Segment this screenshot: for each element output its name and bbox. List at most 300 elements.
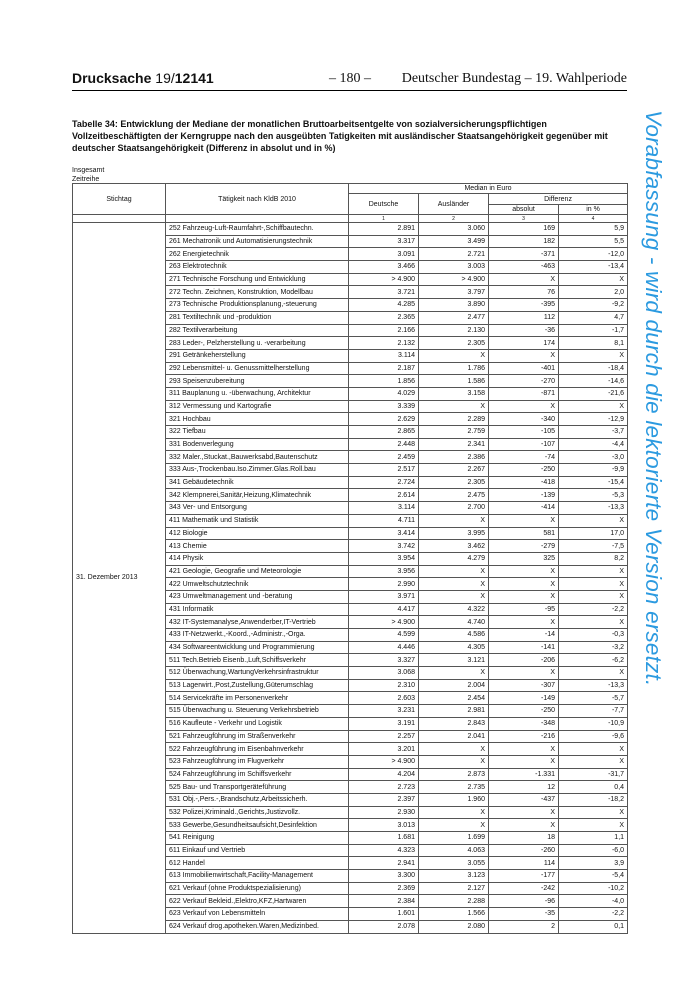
cell-deutsche: 2.629 bbox=[349, 413, 419, 426]
header-stichtag: Stichtag bbox=[73, 184, 166, 215]
cell-diff-absolut: X bbox=[489, 565, 559, 578]
cell-auslaender: 3.499 bbox=[419, 235, 489, 248]
cell-deutsche: 2.930 bbox=[349, 806, 419, 819]
cell-diff-absolut: X bbox=[489, 667, 559, 680]
cell-auslaender: 3.055 bbox=[419, 857, 489, 870]
cell-taetigkeit: 612 Handel bbox=[166, 857, 349, 870]
cell-diff-absolut: -260 bbox=[489, 844, 559, 857]
cell-auslaender: 2.305 bbox=[419, 476, 489, 489]
cell-deutsche: 4.446 bbox=[349, 641, 419, 654]
cell-taetigkeit: 531 Obj.-,Pers.-,Brandschutz,Arbeitssicherh. bbox=[166, 793, 349, 806]
cell-diff-prozent: X bbox=[559, 400, 628, 413]
cell-diff-absolut: -141 bbox=[489, 641, 559, 654]
cell-taetigkeit: 433 IT-Netzwerkt.,-Koord.,-Administr.,-Orga. bbox=[166, 629, 349, 642]
page-number: – 180 – bbox=[329, 71, 371, 86]
column-number: 4 bbox=[559, 215, 628, 223]
cell-deutsche: 2.865 bbox=[349, 426, 419, 439]
cell-diff-absolut: -437 bbox=[489, 793, 559, 806]
cell-deutsche: 2.166 bbox=[349, 324, 419, 337]
cell-deutsche: 2.187 bbox=[349, 362, 419, 375]
cell-diff-prozent: X bbox=[559, 349, 628, 362]
cell-deutsche: 2.310 bbox=[349, 679, 419, 692]
cell-taetigkeit: 522 Fahrzeugführung im Eisenbahnverkehr bbox=[166, 743, 349, 756]
cell-auslaender: X bbox=[419, 400, 489, 413]
cell-taetigkeit: 431 Informatik bbox=[166, 603, 349, 616]
cell-taetigkeit: 541 Reinigung bbox=[166, 832, 349, 845]
cell-diff-prozent: -5,4 bbox=[559, 870, 628, 883]
cell-taetigkeit: 333 Aus-,Trockenbau.Iso.Zimmer.Glas.Roll.bau bbox=[166, 464, 349, 477]
cell-diff-absolut: 169 bbox=[489, 223, 559, 236]
cell-diff-absolut: -371 bbox=[489, 248, 559, 261]
table-meta bbox=[72, 166, 104, 184]
cell-auslaender: 3.797 bbox=[419, 286, 489, 299]
cell-taetigkeit: 282 Textilverarbeitung bbox=[166, 324, 349, 337]
cell-auslaender: X bbox=[419, 819, 489, 832]
cell-diff-prozent: -6,0 bbox=[559, 844, 628, 857]
cell-taetigkeit: 624 Verkauf drog.apotheken.Waren,Medizinbed. bbox=[166, 920, 349, 933]
cell-taetigkeit: 523 Fahrzeugführung im Flugverkehr bbox=[166, 755, 349, 768]
cell-auslaender: X bbox=[419, 743, 489, 756]
cell-diff-prozent: 0,1 bbox=[559, 920, 628, 933]
cell-diff-absolut: X bbox=[489, 400, 559, 413]
wage-table bbox=[72, 183, 628, 934]
cell-auslaender: 3.890 bbox=[419, 299, 489, 312]
cell-taetigkeit: 516 Kaufleute - Verkehr und Logistik bbox=[166, 717, 349, 730]
cell-deutsche: 2.990 bbox=[349, 578, 419, 591]
cell-auslaender: X bbox=[419, 667, 489, 680]
cell-taetigkeit: 623 Verkauf von Lebensmitteln bbox=[166, 908, 349, 921]
cell-diff-prozent: -12,9 bbox=[559, 413, 628, 426]
cell-deutsche: 4.204 bbox=[349, 768, 419, 781]
cell-deutsche: > 4.900 bbox=[349, 273, 419, 286]
cell-diff-prozent: X bbox=[559, 819, 628, 832]
cell-diff-absolut: 325 bbox=[489, 552, 559, 565]
header-prozent: in % bbox=[559, 205, 628, 215]
cell-auslaender: 2.288 bbox=[419, 895, 489, 908]
cell-diff-absolut: -242 bbox=[489, 882, 559, 895]
cell-stichtag: 31. Dezember 2013 bbox=[73, 223, 166, 934]
cell-taetigkeit: 421 Geologie, Geografie und Meteorologie bbox=[166, 565, 349, 578]
cell-diff-absolut: -348 bbox=[489, 717, 559, 730]
cell-deutsche: 2.448 bbox=[349, 438, 419, 451]
cell-auslaender: 2.475 bbox=[419, 489, 489, 502]
cell-taetigkeit: 283 Leder-, Pelzherstellung u. -verarbeitung bbox=[166, 337, 349, 350]
cell-diff-absolut: -395 bbox=[489, 299, 559, 312]
cell-deutsche: 3.721 bbox=[349, 286, 419, 299]
cell-taetigkeit: 271 Technische Forschung und Entwicklung bbox=[166, 273, 349, 286]
cell-diff-absolut: X bbox=[489, 743, 559, 756]
cell-taetigkeit: 412 Biologie bbox=[166, 527, 349, 540]
cell-diff-prozent: -2,2 bbox=[559, 908, 628, 921]
cell-taetigkeit: 341 Gebäudetechnik bbox=[166, 476, 349, 489]
cell-taetigkeit: 322 Tiefbau bbox=[166, 426, 349, 439]
cell-diff-prozent: -7,5 bbox=[559, 540, 628, 553]
cell-auslaender: 3.995 bbox=[419, 527, 489, 540]
cell-diff-prozent: X bbox=[559, 578, 628, 591]
header-blank bbox=[73, 215, 166, 223]
cell-deutsche: 2.724 bbox=[349, 476, 419, 489]
cell-diff-absolut: X bbox=[489, 616, 559, 629]
cell-taetigkeit: 515 Überwachung u. Steuerung Verkehrsbetrieb bbox=[166, 705, 349, 718]
cell-diff-absolut: X bbox=[489, 578, 559, 591]
cell-diff-prozent: X bbox=[559, 667, 628, 680]
cell-auslaender: 2.454 bbox=[419, 692, 489, 705]
cell-diff-prozent: -5,7 bbox=[559, 692, 628, 705]
cell-taetigkeit: 525 Bau- und Transportgeräteführung bbox=[166, 781, 349, 794]
cell-diff-absolut: X bbox=[489, 806, 559, 819]
cell-diff-prozent: -12,0 bbox=[559, 248, 628, 261]
header-deutsche: Deutsche bbox=[349, 194, 419, 215]
cell-deutsche: 2.397 bbox=[349, 793, 419, 806]
cell-diff-absolut: 112 bbox=[489, 311, 559, 324]
cell-diff-prozent: 17,0 bbox=[559, 527, 628, 540]
cell-deutsche: 3.068 bbox=[349, 667, 419, 680]
cell-diff-prozent: -7,7 bbox=[559, 705, 628, 718]
cell-diff-prozent: -3,7 bbox=[559, 426, 628, 439]
cell-taetigkeit: 262 Energietechnik bbox=[166, 248, 349, 261]
cell-deutsche: 2.614 bbox=[349, 489, 419, 502]
cell-auslaender: 4.063 bbox=[419, 844, 489, 857]
cell-deutsche: 3.013 bbox=[349, 819, 419, 832]
cell-taetigkeit: 611 Einkauf und Vertrieb bbox=[166, 844, 349, 857]
cell-auslaender: X bbox=[419, 349, 489, 362]
cell-taetigkeit: 321 Hochbau bbox=[166, 413, 349, 426]
cell-diff-absolut: -149 bbox=[489, 692, 559, 705]
cell-auslaender: 4.322 bbox=[419, 603, 489, 616]
cell-diff-absolut: -871 bbox=[489, 387, 559, 400]
cell-deutsche: 2.078 bbox=[349, 920, 419, 933]
cell-auslaender: 2.004 bbox=[419, 679, 489, 692]
cell-diff-absolut: -36 bbox=[489, 324, 559, 337]
cell-diff-prozent: -1,7 bbox=[559, 324, 628, 337]
cell-diff-absolut: -401 bbox=[489, 362, 559, 375]
cell-auslaender: 1.586 bbox=[419, 375, 489, 388]
cell-diff-absolut: -279 bbox=[489, 540, 559, 553]
cell-diff-absolut: 174 bbox=[489, 337, 559, 350]
cell-auslaender: 4.279 bbox=[419, 552, 489, 565]
cell-auslaender: 3.123 bbox=[419, 870, 489, 883]
cell-deutsche: 2.365 bbox=[349, 311, 419, 324]
document-number: Drucksache 19/12141 bbox=[72, 70, 214, 86]
cell-diff-prozent: -13,3 bbox=[559, 679, 628, 692]
cell-deutsche: 2.517 bbox=[349, 464, 419, 477]
cell-deutsche: 2.891 bbox=[349, 223, 419, 236]
cell-diff-prozent: 1,1 bbox=[559, 832, 628, 845]
cell-deutsche: 1.856 bbox=[349, 375, 419, 388]
cell-deutsche: 1.601 bbox=[349, 908, 419, 921]
header-blank bbox=[166, 215, 349, 223]
cell-auslaender: 2.267 bbox=[419, 464, 489, 477]
cell-auslaender: 3.060 bbox=[419, 223, 489, 236]
cell-taetigkeit: 252 Fahrzeug-Luft-Raumfahrt-,Schiffbautechn. bbox=[166, 223, 349, 236]
table-body bbox=[73, 223, 628, 934]
cell-taetigkeit: 423 Umweltmanagement und -beratung bbox=[166, 590, 349, 603]
meta-zeitreihe: Zeitreihe bbox=[72, 176, 100, 183]
page-header bbox=[72, 70, 627, 91]
cell-auslaender: X bbox=[419, 578, 489, 591]
header-absolut: absolut bbox=[489, 205, 559, 215]
cell-diff-absolut: 182 bbox=[489, 235, 559, 248]
cell-diff-prozent: -5,3 bbox=[559, 489, 628, 502]
cell-diff-absolut: 581 bbox=[489, 527, 559, 540]
cell-diff-absolut: -250 bbox=[489, 705, 559, 718]
cell-diff-absolut: X bbox=[489, 755, 559, 768]
cell-diff-prozent: -4,0 bbox=[559, 895, 628, 908]
cell-deutsche: > 4.900 bbox=[349, 616, 419, 629]
cell-diff-absolut: -414 bbox=[489, 502, 559, 515]
cell-diff-prozent: X bbox=[559, 590, 628, 603]
cell-diff-prozent: X bbox=[559, 743, 628, 756]
column-number: 1 bbox=[349, 215, 419, 223]
cell-diff-absolut: -206 bbox=[489, 654, 559, 667]
cell-deutsche: 4.285 bbox=[349, 299, 419, 312]
cell-auslaender: 2.289 bbox=[419, 413, 489, 426]
cell-diff-prozent: 8,1 bbox=[559, 337, 628, 350]
cell-diff-prozent: 3,9 bbox=[559, 857, 628, 870]
cell-taetigkeit: 532 Polizei,Kriminald.,Gerichts,Justizvollz. bbox=[166, 806, 349, 819]
cell-taetigkeit: 512 Überwachung,WartungVerkehrsinfrastruktur bbox=[166, 667, 349, 680]
cell-deutsche: 2.603 bbox=[349, 692, 419, 705]
cell-taetigkeit: 342 Klempnerei,Sanitär,Heizung,Klimatechnik bbox=[166, 489, 349, 502]
cell-diff-absolut: -177 bbox=[489, 870, 559, 883]
cell-diff-prozent: 2,0 bbox=[559, 286, 628, 299]
cell-auslaender: 2.477 bbox=[419, 311, 489, 324]
cell-auslaender: 2.127 bbox=[419, 882, 489, 895]
cell-auslaender: 1.786 bbox=[419, 362, 489, 375]
cell-deutsche: 3.327 bbox=[349, 654, 419, 667]
cell-diff-absolut: -418 bbox=[489, 476, 559, 489]
cell-auslaender: 3.121 bbox=[419, 654, 489, 667]
header-median: Median in Euro bbox=[349, 184, 628, 194]
cell-auslaender: 4.305 bbox=[419, 641, 489, 654]
cell-taetigkeit: 521 Fahrzeugführung im Straßenverkehr bbox=[166, 730, 349, 743]
cell-deutsche: 1.681 bbox=[349, 832, 419, 845]
cell-diff-prozent: -15,4 bbox=[559, 476, 628, 489]
cell-diff-absolut: X bbox=[489, 590, 559, 603]
cell-diff-absolut: -107 bbox=[489, 438, 559, 451]
cell-diff-prozent: 8,2 bbox=[559, 552, 628, 565]
cell-auslaender: > 4.900 bbox=[419, 273, 489, 286]
cell-diff-prozent: X bbox=[559, 565, 628, 578]
cell-deutsche: 2.369 bbox=[349, 882, 419, 895]
cell-deutsche: 3.971 bbox=[349, 590, 419, 603]
cell-taetigkeit: 533 Gewerbe,Gesundheitsaufsicht,Desinfektion bbox=[166, 819, 349, 832]
cell-taetigkeit: 261 Mechatronik und Automatisierungstechnik bbox=[166, 235, 349, 248]
cell-diff-absolut: -96 bbox=[489, 895, 559, 908]
cell-deutsche: 3.114 bbox=[349, 502, 419, 515]
cell-auslaender: 2.721 bbox=[419, 248, 489, 261]
cell-deutsche: 4.417 bbox=[349, 603, 419, 616]
header-taetigkeit: Tätigkeit nach KldB 2010 bbox=[166, 184, 349, 215]
cell-diff-absolut: -307 bbox=[489, 679, 559, 692]
cell-auslaender: 2.386 bbox=[419, 451, 489, 464]
cell-diff-absolut: -340 bbox=[489, 413, 559, 426]
cell-auslaender: X bbox=[419, 806, 489, 819]
cell-deutsche: 4.711 bbox=[349, 514, 419, 527]
cell-diff-absolut: X bbox=[489, 349, 559, 362]
cell-auslaender: X bbox=[419, 514, 489, 527]
cell-auslaender: 2.700 bbox=[419, 502, 489, 515]
cell-deutsche: 2.384 bbox=[349, 895, 419, 908]
cell-taetigkeit: 312 Vermessung und Kartografie bbox=[166, 400, 349, 413]
cell-diff-prozent: X bbox=[559, 273, 628, 286]
cell-taetigkeit: 524 Fahrzeugführung im Schiffsverkehr bbox=[166, 768, 349, 781]
cell-taetigkeit: 432 IT-Systemanalyse,Anwenderber,IT-Vertrieb bbox=[166, 616, 349, 629]
cell-diff-prozent: -13,3 bbox=[559, 502, 628, 515]
cell-diff-prozent: -9,6 bbox=[559, 730, 628, 743]
header-differenz: Differenz bbox=[489, 194, 628, 205]
cell-taetigkeit: 331 Bodenverlegung bbox=[166, 438, 349, 451]
cell-diff-prozent: -10,2 bbox=[559, 882, 628, 895]
column-number: 2 bbox=[419, 215, 489, 223]
cell-taetigkeit: 621 Verkauf (ohne Produktspezialisierung) bbox=[166, 882, 349, 895]
cell-diff-prozent: -10,9 bbox=[559, 717, 628, 730]
cell-taetigkeit: 413 Chemie bbox=[166, 540, 349, 553]
cell-diff-prozent: X bbox=[559, 806, 628, 819]
cell-taetigkeit: 622 Verkauf Bekleid.,Elektro,KFZ,Hartwaren bbox=[166, 895, 349, 908]
cell-deutsche: 2.723 bbox=[349, 781, 419, 794]
cell-taetigkeit: 272 Techn. Zeichnen, Konstruktion, Modellbau bbox=[166, 286, 349, 299]
draft-watermark: Vorabfassung - wird durch die lektorierte Version ersetzt. bbox=[641, 110, 666, 687]
cell-auslaender: 4.740 bbox=[419, 616, 489, 629]
cell-deutsche: 3.231 bbox=[349, 705, 419, 718]
cell-auslaender: 2.759 bbox=[419, 426, 489, 439]
cell-deutsche: 3.317 bbox=[349, 235, 419, 248]
cell-diff-absolut: 18 bbox=[489, 832, 559, 845]
cell-deutsche: 2.132 bbox=[349, 337, 419, 350]
cell-diff-absolut: -105 bbox=[489, 426, 559, 439]
cell-auslaender: 1.699 bbox=[419, 832, 489, 845]
cell-deutsche: 2.459 bbox=[349, 451, 419, 464]
cell-diff-absolut: -250 bbox=[489, 464, 559, 477]
cell-auslaender: X bbox=[419, 565, 489, 578]
cell-auslaender: 2.080 bbox=[419, 920, 489, 933]
cell-diff-absolut: -14 bbox=[489, 629, 559, 642]
cell-diff-prozent: -13,4 bbox=[559, 261, 628, 274]
parliament-label: Deutscher Bundestag – 19. Wahlperiode bbox=[401, 71, 627, 86]
cell-diff-absolut: X bbox=[489, 514, 559, 527]
cell-deutsche: 3.954 bbox=[349, 552, 419, 565]
cell-diff-prozent: X bbox=[559, 514, 628, 527]
cell-taetigkeit: 513 Lagerwirt.,Post,Zustellung,Güterumschlag bbox=[166, 679, 349, 692]
cell-diff-prozent: 5,5 bbox=[559, 235, 628, 248]
cell-deutsche: 3.339 bbox=[349, 400, 419, 413]
cell-deutsche: 2.257 bbox=[349, 730, 419, 743]
cell-diff-prozent: -3,2 bbox=[559, 641, 628, 654]
cell-diff-absolut: -95 bbox=[489, 603, 559, 616]
cell-diff-prozent: -6,2 bbox=[559, 654, 628, 667]
cell-taetigkeit: 511 Tech.Betrieb Eisenb.,Luft,Schiffsverkehr bbox=[166, 654, 349, 667]
cell-taetigkeit: 514 Servicekräfte im Personenverkehr bbox=[166, 692, 349, 705]
cell-taetigkeit: 293 Speisenzubereitung bbox=[166, 375, 349, 388]
cell-taetigkeit: 281 Textiltechnik und -produktion bbox=[166, 311, 349, 324]
cell-diff-prozent: -0,3 bbox=[559, 629, 628, 642]
cell-diff-absolut: 12 bbox=[489, 781, 559, 794]
cell-auslaender: 4.586 bbox=[419, 629, 489, 642]
cell-auslaender: 1.960 bbox=[419, 793, 489, 806]
cell-deutsche: 4.599 bbox=[349, 629, 419, 642]
cell-auslaender: 2.735 bbox=[419, 781, 489, 794]
cell-diff-prozent: -3,0 bbox=[559, 451, 628, 464]
cell-diff-absolut: -463 bbox=[489, 261, 559, 274]
cell-auslaender: 3.462 bbox=[419, 540, 489, 553]
cell-diff-absolut: -35 bbox=[489, 908, 559, 921]
cell-auslaender: 3.003 bbox=[419, 261, 489, 274]
header-auslaender: Ausländer bbox=[419, 194, 489, 215]
cell-taetigkeit: 332 Maler.,Stuckat.,Bauwerksabd,Bautenschutz bbox=[166, 451, 349, 464]
cell-taetigkeit: 292 Lebensmittel- u. Genussmittelherstellung bbox=[166, 362, 349, 375]
cell-diff-absolut: 114 bbox=[489, 857, 559, 870]
cell-deutsche: 3.091 bbox=[349, 248, 419, 261]
cell-taetigkeit: 434 Softwareentwicklung und Programmierung bbox=[166, 641, 349, 654]
cell-deutsche: 3.300 bbox=[349, 870, 419, 883]
table-row bbox=[73, 223, 628, 236]
cell-auslaender: 2.873 bbox=[419, 768, 489, 781]
cell-auslaender: 2.843 bbox=[419, 717, 489, 730]
cell-diff-prozent: -9,2 bbox=[559, 299, 628, 312]
cell-diff-prozent: -2,2 bbox=[559, 603, 628, 616]
cell-taetigkeit: 613 Immobilienwirtschaft,Facility-Management bbox=[166, 870, 349, 883]
cell-taetigkeit: 411 Mathematik und Statistik bbox=[166, 514, 349, 527]
cell-diff-prozent: X bbox=[559, 755, 628, 768]
cell-auslaender: X bbox=[419, 590, 489, 603]
cell-diff-absolut: 76 bbox=[489, 286, 559, 299]
cell-auslaender: 2.341 bbox=[419, 438, 489, 451]
cell-deutsche: > 4.900 bbox=[349, 755, 419, 768]
cell-diff-prozent: -18,2 bbox=[559, 793, 628, 806]
cell-diff-absolut: -74 bbox=[489, 451, 559, 464]
cell-diff-prozent: -14,6 bbox=[559, 375, 628, 388]
cell-taetigkeit: 311 Bauplanung u. -überwachung, Architektur bbox=[166, 387, 349, 400]
cell-auslaender: 2.130 bbox=[419, 324, 489, 337]
cell-auslaender: X bbox=[419, 755, 489, 768]
cell-diff-prozent: 0,4 bbox=[559, 781, 628, 794]
cell-diff-prozent: -18,4 bbox=[559, 362, 628, 375]
cell-diff-prozent: -31,7 bbox=[559, 768, 628, 781]
cell-taetigkeit: 263 Elektrotechnik bbox=[166, 261, 349, 274]
cell-auslaender: 2.041 bbox=[419, 730, 489, 743]
cell-diff-prozent: X bbox=[559, 616, 628, 629]
cell-taetigkeit: 343 Ver- und Entsorgung bbox=[166, 502, 349, 515]
column-number: 3 bbox=[489, 215, 559, 223]
table-title: Tabelle 34: Entwicklung der Mediane der monatlichen Bruttoarbeitsentgelte von sozialversicherungspflichtigen Vollzeitbeschäftigten der Kerngruppe nach den ausgeübten Tatigkeiten mit ausländischer Staatsangehörigkeit gegenüber mit deutscher Staatsangehörigkeit (Differenz in absolut und in %) bbox=[72, 119, 608, 153]
cell-auslaender: 1.566 bbox=[419, 908, 489, 921]
cell-diff-prozent: -21,6 bbox=[559, 387, 628, 400]
cell-deutsche: 3.742 bbox=[349, 540, 419, 553]
cell-deutsche: 3.466 bbox=[349, 261, 419, 274]
cell-diff-prozent: -4,4 bbox=[559, 438, 628, 451]
cell-diff-prozent: -9,9 bbox=[559, 464, 628, 477]
cell-auslaender: 2.305 bbox=[419, 337, 489, 350]
cell-taetigkeit: 414 Physik bbox=[166, 552, 349, 565]
cell-taetigkeit: 291 Getränkeherstellung bbox=[166, 349, 349, 362]
cell-diff-prozent: 5,9 bbox=[559, 223, 628, 236]
cell-deutsche: 3.414 bbox=[349, 527, 419, 540]
cell-deutsche: 3.201 bbox=[349, 743, 419, 756]
cell-deutsche: 2.941 bbox=[349, 857, 419, 870]
cell-deutsche: 3.191 bbox=[349, 717, 419, 730]
cell-taetigkeit: 422 Umweltschutztechnik bbox=[166, 578, 349, 591]
cell-taetigkeit: 273 Technische Produktionsplanung,-steuerung bbox=[166, 299, 349, 312]
cell-diff-absolut: X bbox=[489, 819, 559, 832]
cell-diff-absolut: -1.331 bbox=[489, 768, 559, 781]
cell-diff-prozent: 4,7 bbox=[559, 311, 628, 324]
cell-diff-absolut: X bbox=[489, 273, 559, 286]
cell-diff-absolut: -270 bbox=[489, 375, 559, 388]
cell-deutsche: 3.956 bbox=[349, 565, 419, 578]
cell-diff-absolut: -139 bbox=[489, 489, 559, 502]
meta-insgesamt: Insgesamt bbox=[72, 167, 105, 174]
